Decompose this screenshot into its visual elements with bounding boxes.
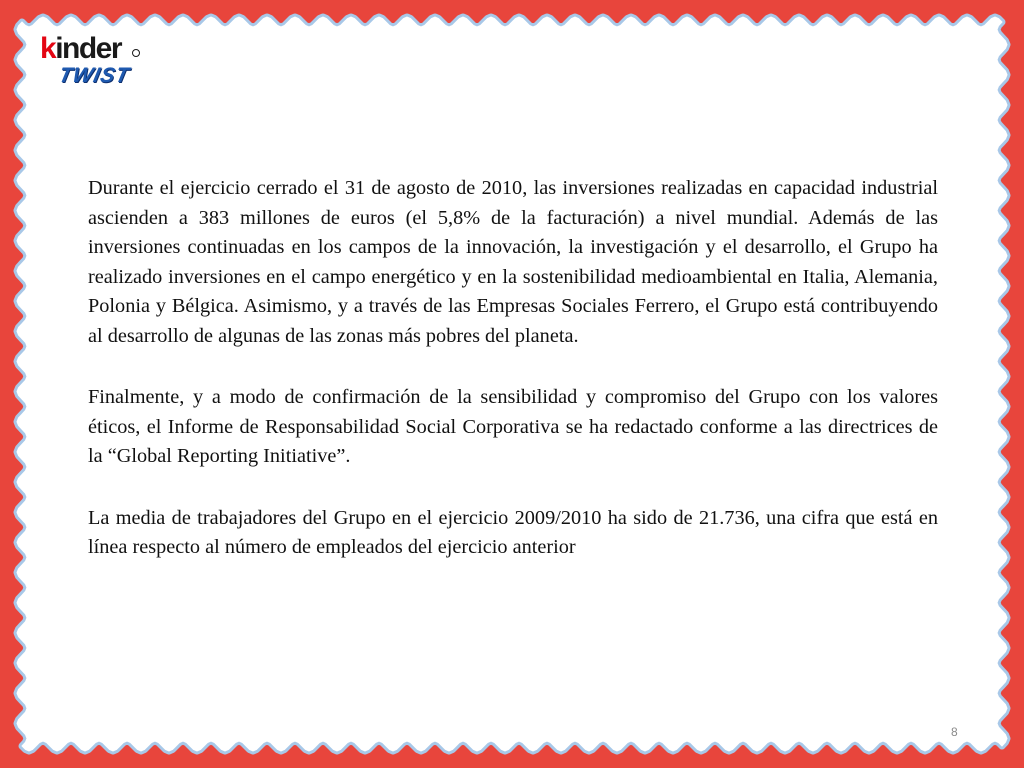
kinder-twist-logo xyxy=(40,34,140,94)
paragraph-employees: La media de trabajadores del Grupo en el ejercicio 2009/2010 ha sido de 21.736, una cifra que está en línea respecto al número de empleados del ejercicio anterior xyxy=(88,506,938,558)
paragraph-csr-report: Finalmente, y a modo de confirmación de la sensibilidad y compromiso del Grupo con los valores éticos, el Informe de Responsabilidad Social Corporativa se ha redactado conforme a las directrices de la “Global Reporting Initiative”. xyxy=(88,386,938,467)
slide-body-text xyxy=(88,174,938,595)
logo-product-text: TWIST xyxy=(56,64,132,87)
logo-brand-initial: k xyxy=(40,32,56,65)
registered-mark-icon xyxy=(132,49,140,57)
paragraph-investments: Durante el ejercicio cerrado el 31 de agosto de 2010, las inversiones realizadas en capacidad industrial ascienden a 383 millones de euros (el 5,8% de la facturación) a nivel mundial. Además de las inversiones continuadas en los campos de la innovación, la investigación y el desarrollo, el Grupo ha realizado inversiones en el campo energético y en la sostenibilidad medioambiental en Italia, Alemania, Polonia y Bélgica. Asimismo, y a través de las Empresas Sociales Ferrero, el Grupo está contribuyendo al desarrollo de algunas de las zonas más pobres del planeta. xyxy=(88,177,938,347)
logo-brand-text xyxy=(40,34,121,64)
logo-brand-rest: inder xyxy=(55,32,122,65)
page-number: 8 xyxy=(951,725,958,739)
